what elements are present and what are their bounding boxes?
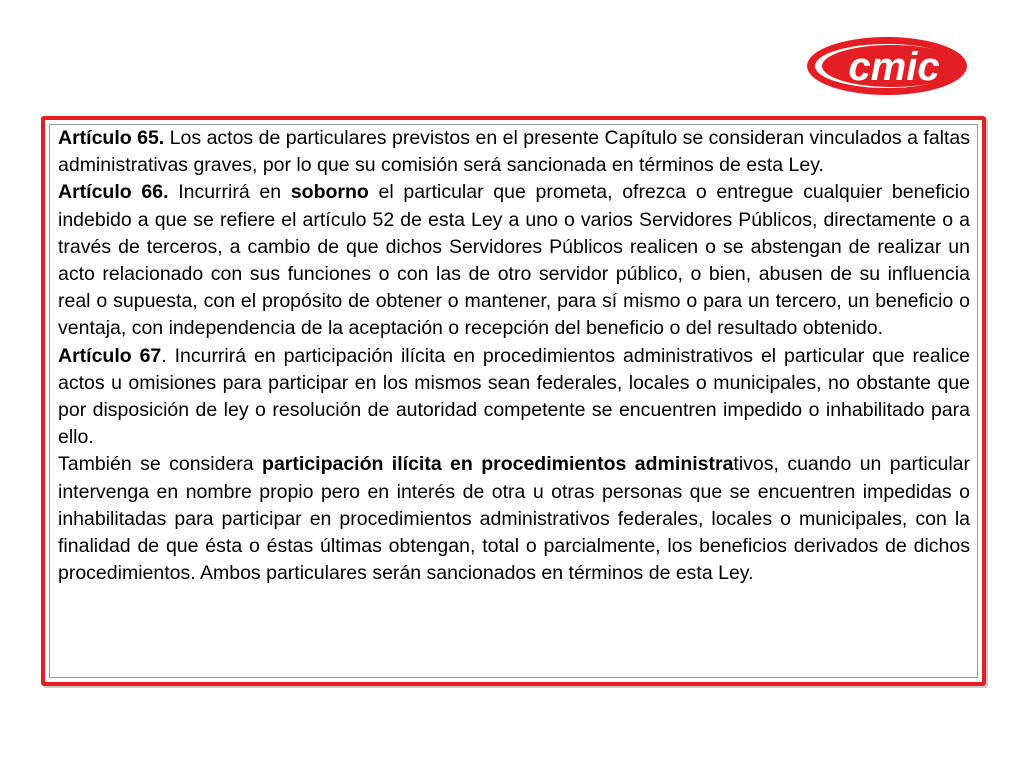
article-66-paragraph: [58, 179, 970, 342]
article-67-paragraph: [58, 343, 970, 452]
article-65-heading: Artículo 65.: [58, 127, 165, 149]
cmic-logo: [806, 36, 968, 96]
article-66-heading: Artículo 66.: [58, 181, 169, 204]
article-67-text: . Incurrirá en participación ilícita en procedimientos administrativos el particular que realice actos u omisiones para participar en los mismos sean federales, locales o municipales, no obstante que por disposición de ley o resolución de autoridad competente se encuentren impedido o inhabilitado para ello.: [58, 344, 970, 449]
additional-emphasis: participación ilícita en procedimientos administra: [262, 453, 734, 476]
additional-text-start: También se considera: [58, 453, 263, 476]
article-66-emphasis: soborno: [290, 181, 369, 204]
article-66-text-start: Incurrirá en: [168, 181, 291, 204]
article-65-paragraph: [58, 125, 970, 179]
article-66-text-end: el particular que prometa, ofrezca o entregue cualquier beneficio indebido a que se refiere el artículo 52 de esta Ley a uno o varios Servidores Públicos, directamente o a través de terceros, a cambio de que dichos Servidores Públicos realicen o se abstengan de realizar un acto relacionado con sus funciones o con las de otro servidor público, o bien, abusen de su influencia real o supuesta, con el propósito de obtener o mantener, para sí mismo o para un tercero, un beneficio o ventaja, con independencia de la aceptación o recepción del beneficio o del resultado obtenido.: [58, 181, 970, 340]
additional-paragraph: [58, 451, 970, 587]
article-65-text: Los actos de particulares previstos en el presente Capítulo se consideran vinculados a faltas administrativas graves, por lo que su comisión será sancionada en términos de esta Ley.: [58, 127, 971, 177]
document-body: [58, 125, 970, 587]
additional-text-end: tivos, cuando un particular intervenga en nombre propio pero en interés de otra u otras personas que se encuentren impedidas o inhabilitadas para participar en procedimientos administrativos federales, locales o municipales, con la finalidad de que ésta o éstas últimas obtengan, total o parcialmente, los beneficios derivados de dichos procedimientos. Ambos particulares serán sancionados en términos de esta Ley.: [58, 453, 970, 585]
article-67-heading: Artículo 67: [58, 344, 162, 367]
logo-text: cmic: [848, 45, 940, 89]
